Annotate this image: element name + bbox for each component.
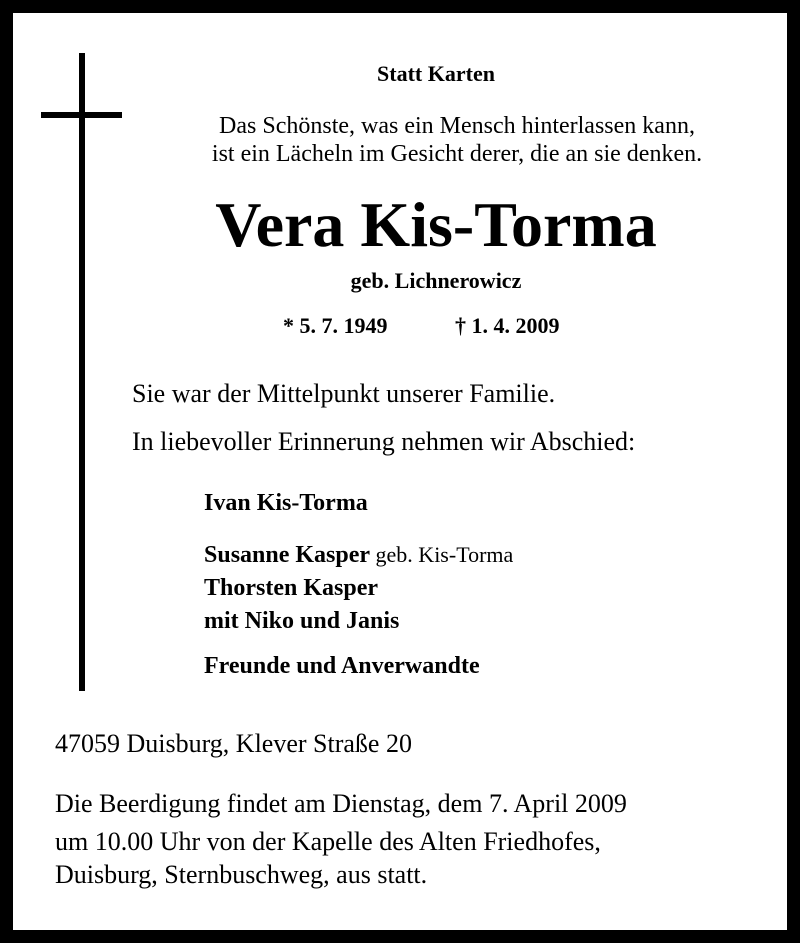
mourner-children: mit Niko und Janis — [204, 608, 400, 634]
deceased-name: Vera Kis-Torma — [215, 189, 657, 260]
death-date: † 1. 4. 2009 — [455, 313, 560, 338]
header: Statt Karten — [377, 61, 495, 86]
birth-date: * 5. 7. 1949 — [283, 313, 388, 338]
maiden-name: geb. Lichnerowicz — [350, 268, 522, 293]
funeral-line-3: Duisburg, Sternbuschweg, aus statt. — [55, 860, 428, 889]
address: 47059 Duisburg, Klever Straße 20 — [55, 729, 412, 758]
funeral-line-1: Die Beerdigung findet am Dienstag, dem 7. April 2009 — [55, 789, 627, 818]
cross-icon-bar — [41, 112, 122, 118]
quote-line-2: ist ein Lächeln im Gesicht derer, die an sie denken. — [211, 141, 703, 167]
text-line-2: In liebevoller Erinnerung nehmen wir Abschied: — [132, 427, 636, 456]
mourner-ivan: Ivan Kis-Torma — [204, 490, 368, 516]
cross-icon — [79, 53, 85, 691]
mourner-friends: Freunde und Anverwandte — [204, 653, 480, 679]
quote-line-1: Das Schönste, was ein Mensch hinterlassen kann, — [219, 113, 695, 139]
mourner-susanne-note: geb. Kis-Torma — [370, 542, 514, 567]
mourner-susanne — [204, 543, 513, 567]
text-line-1: Sie war der Mittelpunkt unserer Familie. — [132, 379, 556, 408]
mourner-susanne-name: Susanne Kasper — [204, 542, 371, 568]
mourner-thorsten: Thorsten Kasper — [204, 575, 378, 601]
funeral-line-2: um 10.00 Uhr von der Kapelle des Alten Friedhofes, — [55, 827, 601, 856]
